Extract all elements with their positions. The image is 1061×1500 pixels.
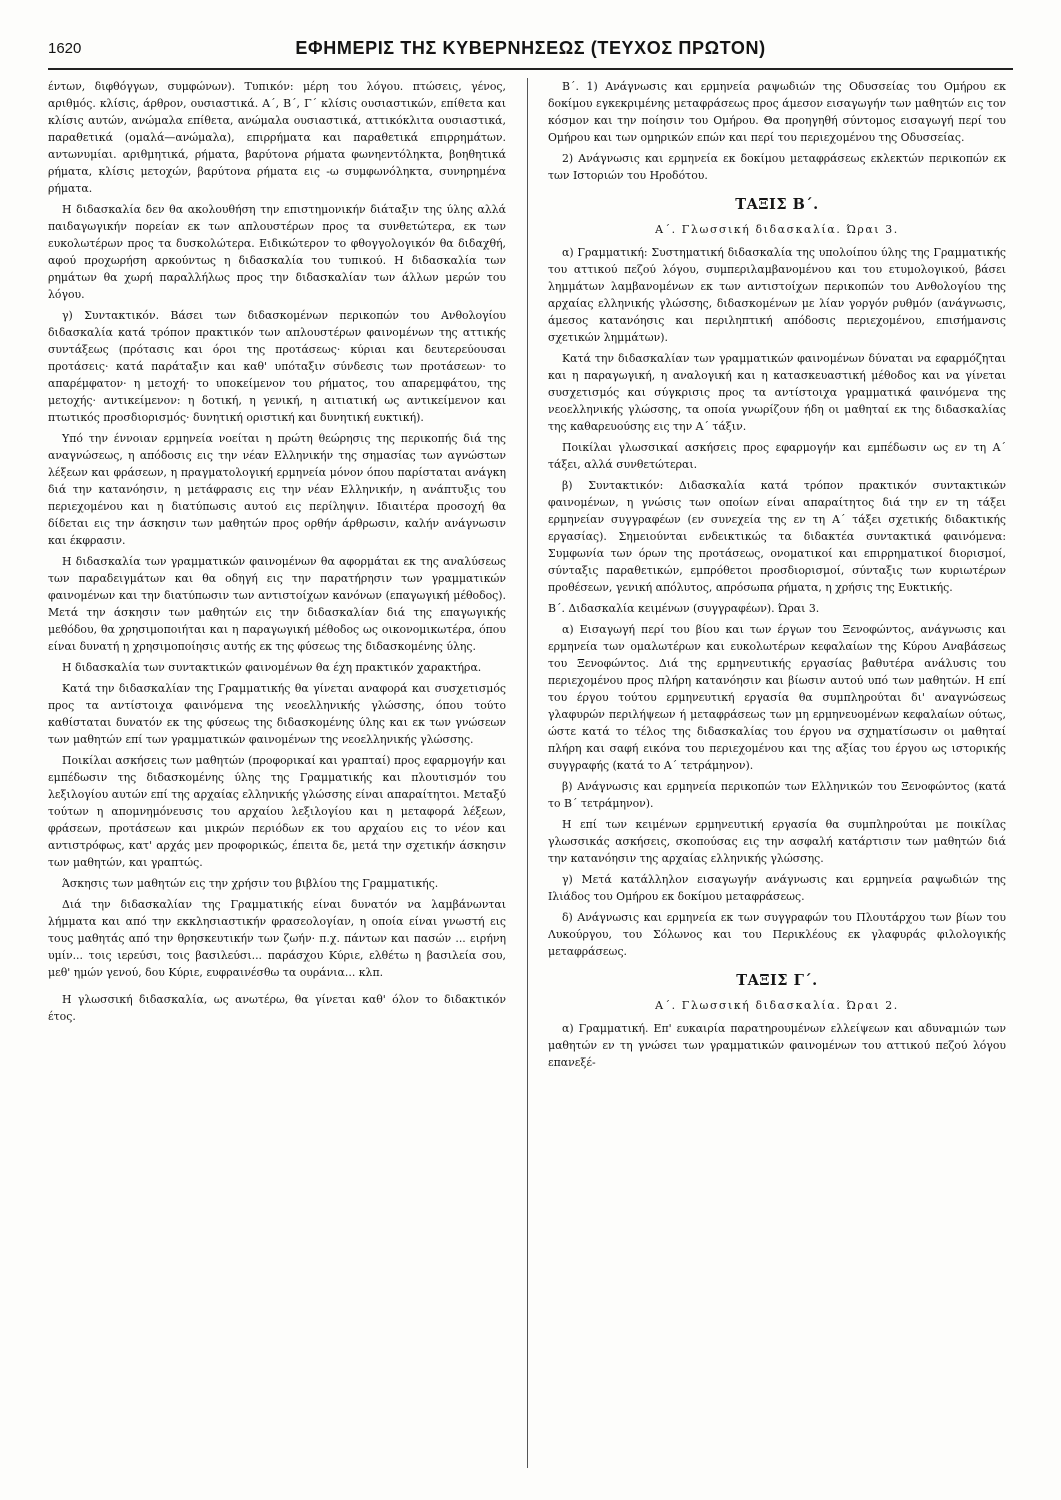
paragraph: Η διδασκαλία των συντακτικών φαινομένων θα έχη πρακτικόν χαρακτήρα. <box>62 661 482 674</box>
subsection-heading: Α΄. Γλωσσική διδασκαλία. Ώραι 3. <box>655 223 899 236</box>
paragraph: α) Εισαγωγή περί του βίου και των έργων του Ξενοφώντος, ανάγνωσις και ερμηνεία των ομαλωτέρων και ευκολωτέρων κεφαλαίων της Κύρου Αναβάσεως του Ξενοφώντος. Διά της ερμηνευτικής εργασίας βαθυτέρα ανάλυσις του περιεχομένου προς πλήρη κατανόησιν και βίωσιν αυτού υπό των μαθητών. Η επί του έργου τούτου ερμηνευτική εργασία θα συμπληρούται δι' αναγνώσεως γλαφυρών περιλήψεων ή μεταφράσεως των μη ερμηνευομένων κεφαλαίων ούτως, ώστε κατά το τέλος της διδασκαλίας του έργου να σχηματίσωσιν οι μαθηταί πλήρη και σαφή εικόνα του περιεχομένου και της αξίας του έργου ως ιστορικής συγγραφής (κατά το Α΄ τετράμηνον). <box>548 623 1006 772</box>
page-number: 1620 <box>48 40 82 57</box>
subsection-heading: Β΄. Διδασκαλία κειμένων (συγγραφέων). Ώραι 3. <box>548 602 820 615</box>
paragraph: β) Ανάγνωσις και ερμηνεία περικοπών των Ελληνικών του Ξενοφώντος (κατά το Β΄ τετράμηνον). <box>548 780 1006 810</box>
journal-title: ΕΦΗΜΕΡΙΣ ΤΗΣ ΚΥΒΕΡΝΗΣΕΩΣ (ΤΕΥΧΟΣ ΠΡΩΤΟΝ) <box>295 38 766 58</box>
paragraph: 2) Ανάγνωσις και ερμηνεία εκ δοκίμου μεταφράσεως εκλεκτών περικοπών εκ των Ιστοριών του Ηροδότου. <box>548 152 1006 182</box>
paragraph: Η διδασκαλία δεν θα ακολουθήση την επιστημονικήν διάταξιν της ύλης αλλά παιδαγωγικήν πορείαν εκ των απλουστέρων προς τα συνθετώτερα, εκ των ευκολωτέρων προς τα δυσκολώτερα. Ειδικώτερον το φθογγολογικόν θα διδαχθή, αφού προχωρήση αρκούντως η διδασκαλία του τυπικού. Η διδασκαλία των ρημάτων θα χωρή παραλλήλως προς την διδασκαλίαν των άλλων μερών του λόγου. <box>48 203 506 301</box>
column-divider <box>527 78 528 1468</box>
page-header <box>48 38 1013 70</box>
paragraph: δ) Ανάγνωσις και ερμηνεία εκ των συγγραφών του Πλουτάρχου των βίων του Λυκούργου, του Σόλωνος και του Περικλέους εκ γλαφυράς φιλολογικής μεταφράσεως. <box>548 911 1006 958</box>
paragraph: Άσκησις των μαθητών εις την χρήσιν του βιβλίου της Γραμματικής. <box>62 877 439 890</box>
paragraph: Κατά την διδασκαλίαν των γραμματικών φαινομένων δύναται να εφαρμόζηται και η παραγωγική, η αναλογική και η κατασκευαστική μέθοδος και να γίνεται συσχετισμός και σύγκρισις προς τα αντίστοιχα γραμματικά φαινόμενα της νεοελληνικής γλώσσης, τα οποία γνωρίζουν ήδη οι μαθηταί εκ της διδασκαλίας της καθαρευούσης εις την Α΄ τάξιν. <box>548 352 1006 433</box>
paragraph: Διά την διδασκαλίαν της Γραμματικής είναι δυνατόν να λαμβάνωνται λήμματα και από την εκκλησιαστικήν φρασεολογίαν, η οποία είναι γνωστή εις τους μαθητάς από την θρησκευτικήν των ζωήν· π.χ. πάντων και πασών ... ειρήνη υμίν... τοις ιερεύσι, τοις βασιλεύσι... παράσχου Κύριε, ελθέτω η βασιλεία σου, μεθ' ημών γενού, δου Κύριε, ευφραινέσθω τα ουράνια... κλπ. <box>48 898 506 979</box>
paragraph: Η διδασκαλία των γραμματικών φαινομένων θα αφορμάται εκ της αναλύσεως των παραδειγμάτων και θα οδηγή εις την παρατήρησιν των γραμματικών φαινομένων και την διατύπωσιν των αντιστοίχων κανόνων (επαγωγική μέθοδος). Μετά την άσκησιν των μαθητών εις την διδασκαλίαν διά της επαγωγικής μεθόδου, θα χρησιμοποιήται και η παραγωγική μέθοδος ως οικονομικωτέρα, όπου είναι δυνατή η χρησιμοποίησις αυτής εκ της φύσεως της διδασκομένης ύλης. <box>48 555 506 653</box>
paragraph: γ) Συντακτικόν. Βάσει των διδασκομένων περικοπών του Ανθολογίου διδασκαλία κατά τρόπον πρακτικόν των απλουστέρων φαινομένων της αττικής συντάξεως (πρότασις και όροι της προτάσεως· κύριαι και δευτερεύουσαι προτάσεις· κατά παράταξιν και καθ' υπόταξιν σύνδεσις των προτάσεων· το απαρέμφατον· η μετοχή· το υποκείμενον του ρήματος, του απαρεμφάτου, της μετοχής· αντικείμενον: η δοτική, η γενική, η αιτιατική ως αντικείμενον και πτωτικός προσδιορισμός· δυνητική οριστική και δυνητική ευκτική). <box>48 309 506 424</box>
paragraph: β) Συντακτικόν: Διδασκαλία κατά τρόπον πρακτικόν συντακτικών φαινομένων, η γνώσις των οποίων είναι απαραίτητος διά την εν τη τάξει ερμηνείαν συγγραφέων (εν συνεχεία της εν τη Α΄ τάξει σχετικής διδακτικής εργασίας). Σημειούνται ενδεικτικώς τα διδακτέα συντακτικά φαινόμενα: Συμφωνία των όρων της προτάσεως, ονοματικοί και επιρρηματικοί διορισμοί, σύνταξις παραθετικών, εμπρόθετοι προσδιορισμοί, σύνταξις των κυριωτέρων προθέσεων, γενική απόλυτος, απρόσωπα ρήματα, η χρήσις της Ευκτικής. <box>548 479 1006 594</box>
paragraph: γ) Μετά κατάλληλον εισαγωγήν ανάγνωσις και ερμηνεία ραψωδιών της Ιλιάδος του Ομήρου εκ δοκίμου μεταφράσεως. <box>548 873 1006 903</box>
paragraph: Ποικίλαι γλωσσικαί ασκήσεις προς εφαρμογήν και εμπέδωσιν ως εν τη Α΄ τάξει, αλλά συνθετώτεραι. <box>548 441 1006 471</box>
paragraph: Β΄. 1) Ανάγνωσις και ερμηνεία ραψωδιών της Οδυσσείας του Ομήρου εκ δοκίμου εγκεκριμένης μεταφράσεως προς άμεσον εισαγωγήν των μαθητών εις τον κόσμον και την ποίησιν του Ομήρου. Θα προηγηθή σύντομος εισαγωγή περί του Ομήρου και των ομηρικών επών και περί του περιεχομένου της Οδυσσείας. <box>548 80 1006 144</box>
subsection-heading: Α΄. Γλωσσική διδασκαλία. Ώραι 2. <box>655 999 899 1012</box>
section-heading: ΤΑΞΙΣ Β΄. <box>735 196 819 213</box>
paragraph: Ποικίλαι ασκήσεις των μαθητών (προφορικαί και γραπταί) προς εφαρμογήν και εμπέδωσιν της διδασκομένης ύλης της Γραμματικής και πλουτισμόν του λεξιλογίου αυτών επί της αρχαίας ελληνικής γλώσσης είναι απαραίτητοι. Μεταξύ τούτων η απομνημόνευσις του αρχαίου λεξιλογίου και η μεταφορά λέξεων, φράσεων, προτάσεων και μικρών περιόδων εκ του αρχαίου εις το νέον και αντιστρόφως, κατ' αρχάς μεν προφορικώς, έπειτα δε, μετά την σχετικήν άσκησιν των μαθητών, και γραπτώς. <box>48 754 506 869</box>
paragraph: Κατά την διδασκαλίαν της Γραμματικής θα γίνεται αναφορά και συσχετισμός προς τα αντίστοιχα φαινόμενα της νεοελληνικής γλώσσης, όπου τούτο καθίσταται δυνατόν εκ της φύσεως της διδασκομένης ύλης και εκ των γνώσεων των μαθητών επί των γραμματικών φαινομένων της νεοελληνικής γλώσσης. <box>48 682 506 746</box>
paragraph: Υπό την έννοιαν ερμηνεία νοείται η πρώτη θεώρησις της περικοπής διά της αναγνώσεως, η απόδοσις εις την νέαν Ελληνικήν της σημασίας των αγνώστων λέξεων και φράσεων, η πραγματολογική ερμηνεία μόνον όπου παρίσταται ανάγκη διά την κατανόησιν, η μετάφρασις εις την νέαν Ελληνικήν, η ανάπτυξις του περιεχομένου και η διατύπωσις αυτού εις περίληψιν. Ιδιαιτέρα προσοχή θα δίδεται εις την άσκησιν των μαθητών προς ορθήν άρθρωσιν, καλήν ανάγνωσιν και έκφρασιν. <box>48 432 506 547</box>
paragraph: α) Γραμματική: Συστηματική διδασκαλία της υπολοίπου ύλης της Γραμματικής του αττικού πεζού λόγου, συμπεριλαμβανομένου και του ετυμολογικού, βάσει λημμάτων λαμβανομένων εκ των αντιστοίχων περικοπών του Ανθολογίου της αρχαίας ελληνικής γλώσσης, διδασκομένων με λίαν γοργόν ρυθμόν (ανάγνωσις, άμεσος κατανόησις και περιληπτική απόδοσις περιεχομένου, επισήμανσις σχετικών λημμάτων). <box>548 246 1006 344</box>
section-heading: ΤΑΞΙΣ Γ΄. <box>736 972 818 989</box>
paragraph: α) Γραμματική. Επ' ευκαιρία παρατηρουμένων ελλείψεων και αδυναμιών των μαθητών εν τη γνώσει των γραμματικών φαινομένων του αττικού πεζού λόγου επανεξέ- <box>548 1022 1006 1069</box>
paragraph: Η επί των κειμένων ερμηνευτική εργασία θα συμπληρούται με ποικίλας γλωσσικάς ασκήσεις, σκοπούσας εις την ασφαλή κατάρτισιν των μαθητών διά την κατανόησιν της αρχαίας ελληνικής γλώσσης. <box>548 818 1006 865</box>
right-column <box>548 78 1006 1468</box>
paragraph: έντων, διφθόγγων, συμφώνων). Τυπικόν: μέρη του λόγου. πτώσεις, γένος, αριθμός. κλίσις, άρθρον, ουσιαστικά. Α΄, Β΄, Γ΄ κλίσις ουσιαστικών, επίθετα και κλίσις αυτών, ανώμαλα επίθετα, ανώμαλα ουσιαστικά, αττικόκλιτα ουσιαστικά, παραθετικά (ομαλά—ανώμαλα), επιρρήματα και παραθετικά επιρρημάτων. αντωνυμίαι. αριθμητικά, ρήματα, βαρύτονα ρήματα φωνηεντόληκτα, βοηθητικά ρήματα, κλίσις μετοχών, βαρύτονα ρήματα εις -ω συμφωνόληκτα, συνηρημένα ρήματα. <box>48 80 506 195</box>
left-column <box>48 78 506 1468</box>
paragraph: Η γλωσσική διδασκαλία, ως ανωτέρω, θα γίνεται καθ' όλον το διδακτικόν έτος. <box>48 993 506 1023</box>
